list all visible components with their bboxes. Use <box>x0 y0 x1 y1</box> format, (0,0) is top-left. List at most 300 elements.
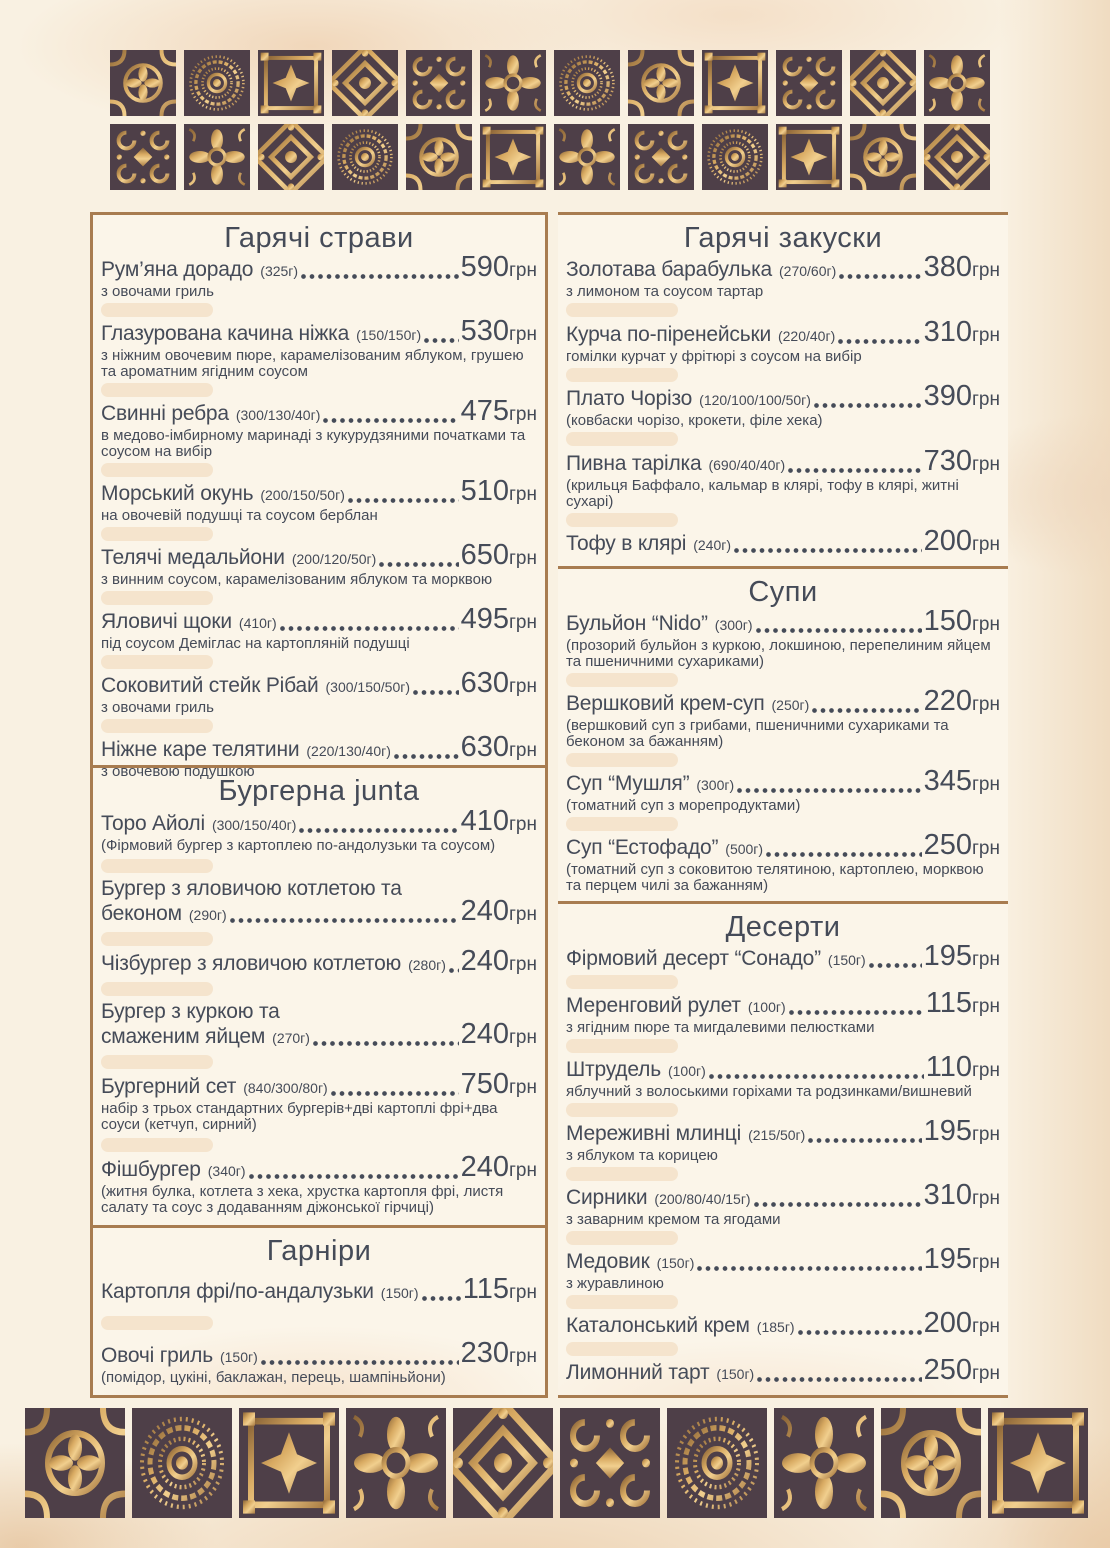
section-title: Бургерна junta <box>218 775 420 807</box>
item-price <box>923 1179 1000 1211</box>
item-portion: (325г) <box>260 263 299 279</box>
item-name: Морський окунь <box>101 482 254 505</box>
dot-leader <box>737 788 921 793</box>
price-currency: грн <box>972 838 1000 859</box>
price-currency: грн <box>509 324 537 345</box>
menu-section <box>558 904 1008 1398</box>
top-tile-border <box>110 50 991 190</box>
menu-item <box>566 315 1000 365</box>
item-price <box>460 895 537 928</box>
price-value: 530 <box>460 315 509 347</box>
menu-item <box>566 1115 1000 1164</box>
dot-leader <box>838 339 921 344</box>
menu-item <box>101 395 537 460</box>
item-row <box>101 667 537 699</box>
menu-item <box>101 1336 537 1386</box>
item-row <box>566 1179 1000 1211</box>
item-name: Телячі медальйони <box>101 546 285 569</box>
item-portion: (100г) <box>667 1063 706 1079</box>
ornament-tile-quatrefoil-icon <box>628 50 694 116</box>
item-row <box>101 251 537 283</box>
item-name: Картопля фрі/по-андалузьки <box>101 1279 374 1303</box>
item-name: Бургерний сет <box>101 1075 237 1099</box>
item-portion: (290г) <box>188 907 227 924</box>
price-currency: грн <box>972 389 1000 411</box>
price-currency: грн <box>972 1124 1000 1145</box>
menu-section <box>93 1228 545 1398</box>
item-portion: (270г) <box>272 1030 310 1047</box>
price-currency: грн <box>972 694 1000 715</box>
item-name: Фірмовий десерт “Сонадо” <box>566 947 821 970</box>
menu-item <box>566 1354 1000 1386</box>
ornament-tile-mandala-icon <box>132 1408 232 1518</box>
item-price <box>460 251 537 283</box>
item-portion: (300/150/50г) <box>325 679 410 695</box>
item-description: з ніжним овочевим пюре, карамелізованим яблуком, грушею та ароматним ягідним соусом <box>101 347 524 380</box>
dot-leader <box>379 562 458 567</box>
item-description: з яблуком та корицею <box>566 1147 718 1164</box>
item-description: (вершковий суп з грибами, пшеничними сухариками та беконом за бажанням) <box>566 717 949 750</box>
item-price <box>923 605 1000 637</box>
price-currency: грн <box>972 1363 1000 1384</box>
item-portion: (150г) <box>380 1284 419 1301</box>
ornament-tile-floral-icon <box>774 1408 874 1518</box>
price-value: 590 <box>460 251 509 283</box>
item-row <box>566 1307 1000 1339</box>
price-value: 310 <box>923 1179 972 1211</box>
ornament-tile-mandala-icon <box>667 1408 767 1518</box>
item-row <box>101 1336 537 1369</box>
item-portion: (300г) <box>714 617 753 633</box>
dot-leader <box>299 828 458 833</box>
price-value: 310 <box>923 315 972 348</box>
price-currency: грн <box>972 453 1000 475</box>
separator-capsule <box>566 1342 678 1356</box>
price-value: 240 <box>460 1150 509 1183</box>
item-price <box>923 251 1000 284</box>
item-name: Свинні ребра <box>101 402 229 425</box>
dot-leader <box>313 1041 459 1046</box>
menu-item <box>101 805 537 855</box>
price-currency: грн <box>509 1159 537 1181</box>
menu-section <box>93 768 545 1228</box>
item-row <box>101 1018 537 1051</box>
separator-capsule <box>101 859 213 873</box>
price-value: 475 <box>460 395 509 427</box>
price-currency: грн <box>509 814 537 836</box>
price-currency: грн <box>509 1027 537 1049</box>
dot-leader <box>424 338 458 343</box>
item-description: гомілки курчат у фрітюрі з соусом на вибір <box>566 347 862 365</box>
dot-leader <box>869 963 922 968</box>
price-value: 650 <box>460 539 509 571</box>
ornament-tile-quatrefoil-icon <box>850 124 916 190</box>
price-value: 510 <box>460 475 509 507</box>
item-row <box>101 1272 537 1305</box>
item-portion: (150г) <box>219 1348 258 1365</box>
item-row <box>101 895 537 928</box>
item-row <box>101 395 537 427</box>
item-row <box>566 685 1000 717</box>
item-price <box>923 1243 1000 1275</box>
separator-capsule <box>566 303 678 317</box>
menu-item <box>566 605 1000 670</box>
item-price <box>923 1354 1000 1386</box>
price-value: 195 <box>923 1115 972 1147</box>
item-portion: (340г) <box>207 1162 246 1179</box>
item-row <box>566 315 1000 348</box>
item-row <box>566 1051 1000 1083</box>
price-value: 195 <box>923 1243 972 1275</box>
menu-item <box>101 539 537 588</box>
item-row <box>566 940 1000 972</box>
price-value: 345 <box>923 765 972 797</box>
item-name: Меренговий рулет <box>566 994 741 1017</box>
ornament-tile-frame-star-icon <box>988 1408 1088 1518</box>
item-portion: (215/50г) <box>748 1127 806 1143</box>
separator-capsule <box>566 1039 678 1053</box>
item-name: Фішбургер <box>101 1157 201 1181</box>
item-description: з лимоном та соусом тартар <box>566 283 764 301</box>
item-description: (томатний суп з соковитою телятиною, картоплею, морквою та перцем чилі за бажанням) <box>566 861 984 894</box>
price-currency: грн <box>509 954 537 976</box>
menu-item <box>101 667 537 716</box>
dot-leader <box>734 548 922 553</box>
item-row <box>101 731 537 763</box>
item-price <box>460 315 537 347</box>
item-name: Соковитий стейк Рібай <box>101 674 319 697</box>
item-portion: (200/120/50г) <box>291 551 377 567</box>
dot-leader <box>449 968 459 973</box>
item-name: Яловичі щоки <box>101 610 232 633</box>
menu-item <box>101 1068 537 1134</box>
item-row <box>101 475 537 507</box>
menu-item <box>566 1243 1000 1292</box>
separator-capsule <box>566 513 678 527</box>
item-name: беконом <box>101 902 182 926</box>
item-price <box>460 539 537 571</box>
item-description: під соусом Деміглас на картопляній подушці <box>101 635 410 652</box>
item-name: Каталонський крем <box>566 1314 750 1337</box>
price-value: 195 <box>923 940 972 972</box>
menu-section <box>558 569 1008 904</box>
item-price <box>925 987 1000 1019</box>
ornament-tile-scrolls-icon <box>776 50 842 116</box>
separator-capsule <box>101 1316 213 1330</box>
item-row <box>566 1354 1000 1386</box>
item-price <box>923 685 1000 717</box>
separator-capsule <box>101 655 213 669</box>
item-row <box>566 251 1000 284</box>
item-row <box>101 1068 537 1101</box>
section-title: Гарячі страви <box>224 222 414 254</box>
item-price <box>460 945 537 978</box>
menu-item <box>566 987 1000 1036</box>
item-price <box>460 667 537 699</box>
price-value: 220 <box>923 685 972 717</box>
section-title: Супи <box>748 576 818 608</box>
item-description: (житня булка, котлета з хека, хрустка картопля фрі, листя салату та соус з додаванням діжонської гірчиці) <box>101 1182 504 1216</box>
menu-item <box>101 1000 537 1050</box>
item-description: з винним соусом, карамелізованим яблуком та морквою <box>101 571 493 588</box>
ornament-tile-scrolls-icon <box>628 124 694 190</box>
item-row <box>566 765 1000 797</box>
dot-leader <box>798 1330 922 1335</box>
ornament-tile-frame-star-icon <box>776 124 842 190</box>
price-value: 730 <box>923 444 972 477</box>
price-currency: грн <box>509 1345 537 1367</box>
item-row <box>566 524 1000 557</box>
ornament-tile-scrolls-icon <box>560 1408 660 1518</box>
separator-capsule <box>566 673 678 687</box>
price-currency: грн <box>509 548 537 569</box>
price-currency: грн <box>509 484 537 505</box>
item-name: Медовик <box>566 1250 650 1273</box>
item-portion: (270/60г) <box>779 263 837 280</box>
dot-leader <box>261 1360 459 1365</box>
item-price <box>460 1150 537 1183</box>
item-name: Чізбургер з яловичою котлетою <box>101 952 402 976</box>
price-value: 240 <box>460 945 509 978</box>
item-price <box>925 1051 1000 1083</box>
separator-capsule <box>101 383 213 397</box>
dot-leader <box>808 1138 921 1143</box>
item-price <box>923 829 1000 861</box>
item-row <box>566 1243 1000 1275</box>
dot-leader <box>301 274 459 279</box>
item-description: з овочевою подушкою <box>101 763 255 780</box>
price-value: 200 <box>923 1307 972 1339</box>
item-price <box>923 524 1000 557</box>
menu-item <box>566 524 1000 557</box>
item-description: з овочами гриль <box>101 699 214 716</box>
item-name: смаженим яйцем <box>101 1025 266 1049</box>
price-value: 115 <box>925 987 972 1019</box>
dot-leader <box>331 1091 459 1096</box>
ornament-tile-lattice-icon <box>258 124 324 190</box>
ornament-tile-quatrefoil-icon <box>406 124 472 190</box>
dot-leader <box>230 918 459 923</box>
separator-capsule <box>101 527 213 541</box>
price-currency: грн <box>972 1188 1000 1209</box>
ornament-tile-quatrefoil-icon <box>110 50 176 116</box>
item-row <box>566 380 1000 413</box>
price-value: 410 <box>460 805 509 838</box>
menu-item <box>566 685 1000 750</box>
item-price <box>460 603 537 635</box>
separator-capsule <box>101 1138 213 1152</box>
item-row <box>101 539 537 571</box>
price-currency: грн <box>972 1316 1000 1337</box>
ornament-tile-quatrefoil-icon <box>881 1408 981 1518</box>
price-value: 150 <box>923 605 972 637</box>
separator-capsule <box>566 1103 678 1117</box>
price-currency: грн <box>972 533 1000 555</box>
price-value: 630 <box>460 731 509 763</box>
item-portion: (300/150/40г) <box>211 817 297 834</box>
item-price <box>923 444 1000 477</box>
item-row <box>566 1115 1000 1147</box>
ornament-tile-floral-icon <box>184 124 250 190</box>
dot-leader <box>789 1010 924 1015</box>
item-price <box>923 315 1000 348</box>
ornament-tile-floral-icon <box>346 1408 446 1518</box>
item-name: Лимонний тарт <box>566 1361 710 1384</box>
ornament-tile-scrolls-icon <box>110 124 176 190</box>
item-name: Вершковий крем-суп <box>566 692 765 715</box>
dot-leader <box>394 754 459 759</box>
separator-capsule <box>566 1295 678 1309</box>
dot-leader <box>323 418 458 423</box>
item-portion: (300/130/40г) <box>235 407 321 423</box>
separator-capsule <box>101 719 213 733</box>
menu-item <box>101 475 537 524</box>
item-price <box>460 395 537 427</box>
item-description: (томатний суп з морепродуктами) <box>566 797 801 814</box>
price-value: 250 <box>923 829 972 861</box>
item-name: Курча по-піренейськи <box>566 322 771 346</box>
separator-capsule <box>101 591 213 605</box>
menu-item <box>566 1051 1000 1100</box>
separator-capsule <box>566 1231 678 1245</box>
item-price <box>923 1307 1000 1339</box>
item-name: Золотава барабулька <box>566 258 773 282</box>
item-description: на овочевій подушці та соусом берблан <box>101 507 378 524</box>
price-value: 240 <box>460 895 509 928</box>
menu-column-left <box>90 212 548 1398</box>
section-title: Десерти <box>725 911 841 943</box>
ornament-tile-frame-star-icon <box>702 50 768 116</box>
dot-leader <box>754 1202 922 1207</box>
item-name: Торо Айолі <box>101 812 205 836</box>
item-description: з журавлиною <box>566 1275 664 1292</box>
item-name: Сирники <box>566 1186 648 1209</box>
item-row <box>566 987 1000 1019</box>
item-price <box>923 765 1000 797</box>
price-currency: грн <box>972 774 1000 795</box>
menu-item <box>101 945 537 978</box>
item-name: Глазурована качина ніжка <box>101 322 350 345</box>
item-portion: (220/130/40г) <box>306 743 391 759</box>
item-portion: (150г) <box>827 952 866 968</box>
menu-item <box>566 251 1000 301</box>
item-portion: (150г) <box>716 1366 755 1382</box>
item-portion: (300г) <box>696 777 735 793</box>
dot-leader <box>839 274 921 279</box>
separator-capsule <box>101 1055 213 1069</box>
item-row <box>101 603 537 635</box>
menu-item <box>101 603 537 652</box>
price-currency: грн <box>509 904 537 926</box>
ornament-tile-mandala-icon <box>184 50 250 116</box>
item-price <box>923 380 1000 413</box>
separator-capsule <box>566 432 678 446</box>
menu-item <box>566 829 1000 894</box>
ornament-tile-mandala-icon <box>332 124 398 190</box>
price-currency: грн <box>509 676 537 697</box>
separator-capsule <box>566 975 678 989</box>
item-name-line1: Бургер з куркою та <box>101 1000 280 1024</box>
item-description: набір з трьох стандартних бургерів+дві картоплі фрі+два соуси (кетчуп, сирний) <box>101 1100 498 1134</box>
price-currency: грн <box>509 260 537 281</box>
item-row <box>101 805 537 838</box>
menu-item <box>101 251 537 300</box>
item-price <box>923 940 1000 972</box>
price-currency: грн <box>972 260 1000 282</box>
item-price <box>460 805 537 838</box>
price-currency: грн <box>509 612 537 633</box>
price-value: 200 <box>923 524 972 557</box>
item-portion: (280г) <box>408 957 446 974</box>
section-title: Гарячі закуски <box>683 222 883 254</box>
menu-item <box>566 940 1000 972</box>
item-portion: (250г) <box>771 697 810 713</box>
dot-leader <box>814 403 922 408</box>
menu-section <box>93 215 545 780</box>
dot-leader <box>757 1377 921 1382</box>
item-name-line1: Бургер з яловичою котлетою та <box>101 877 402 901</box>
menu-item <box>566 444 1000 510</box>
item-name: Суп “Мушля” <box>566 772 690 795</box>
item-name: Штрудель <box>566 1058 661 1081</box>
dot-leader <box>249 1174 459 1179</box>
ornament-tile-floral-icon <box>480 50 546 116</box>
item-portion: (500г) <box>725 841 764 857</box>
dot-leader <box>413 690 459 695</box>
item-row <box>101 945 537 978</box>
item-portion: (150г) <box>656 1255 695 1271</box>
item-price <box>462 1272 537 1305</box>
separator-capsule <box>566 753 678 767</box>
dot-leader <box>709 1074 924 1079</box>
item-name: Тофу в клярі <box>566 531 687 555</box>
price-value: 380 <box>923 251 972 284</box>
item-name: Пивна тарілка <box>566 451 702 475</box>
ornament-tile-lattice-icon <box>453 1408 553 1518</box>
item-name: Суп “Естофадо” <box>566 836 719 859</box>
ornament-tile-mandala-icon <box>554 50 620 116</box>
ornament-tile-lattice-icon <box>332 50 398 116</box>
ornament-tile-floral-icon <box>924 50 990 116</box>
price-currency: грн <box>972 1252 1000 1273</box>
price-value: 240 <box>460 1018 509 1051</box>
item-portion: (150/150г) <box>356 327 422 343</box>
dot-leader <box>812 708 921 713</box>
item-name: Плато Чорізо <box>566 387 693 411</box>
item-portion: (100г) <box>747 999 786 1015</box>
item-portion: (840/300/80г) <box>243 1080 328 1097</box>
item-description: з ягідним пюре та мигдалевими пелюстками <box>566 1019 875 1036</box>
item-price <box>923 1115 1000 1147</box>
dot-leader <box>422 1296 461 1301</box>
item-portion: (240г) <box>693 536 732 553</box>
item-description: яблучний з волоськими горіхами та родзинками/вишневий <box>566 1083 972 1100</box>
ornament-tile-quatrefoil-icon <box>25 1408 125 1518</box>
dot-leader <box>756 628 922 633</box>
item-price <box>460 1336 537 1369</box>
menu-item <box>101 1272 537 1305</box>
ornament-tile-lattice-icon <box>924 124 990 190</box>
item-description: (прозорий бульйон з куркою, локшиною, перепелиним яйцем та пшеничними сухариками) <box>566 637 991 670</box>
separator-capsule <box>101 982 213 996</box>
ornament-tile-lattice-icon <box>850 50 916 116</box>
item-row <box>566 605 1000 637</box>
price-value: 115 <box>462 1272 509 1305</box>
section-title: Гарніри <box>266 1235 372 1267</box>
separator-capsule <box>101 463 213 477</box>
item-price <box>460 475 537 507</box>
price-value: 250 <box>923 1354 972 1386</box>
